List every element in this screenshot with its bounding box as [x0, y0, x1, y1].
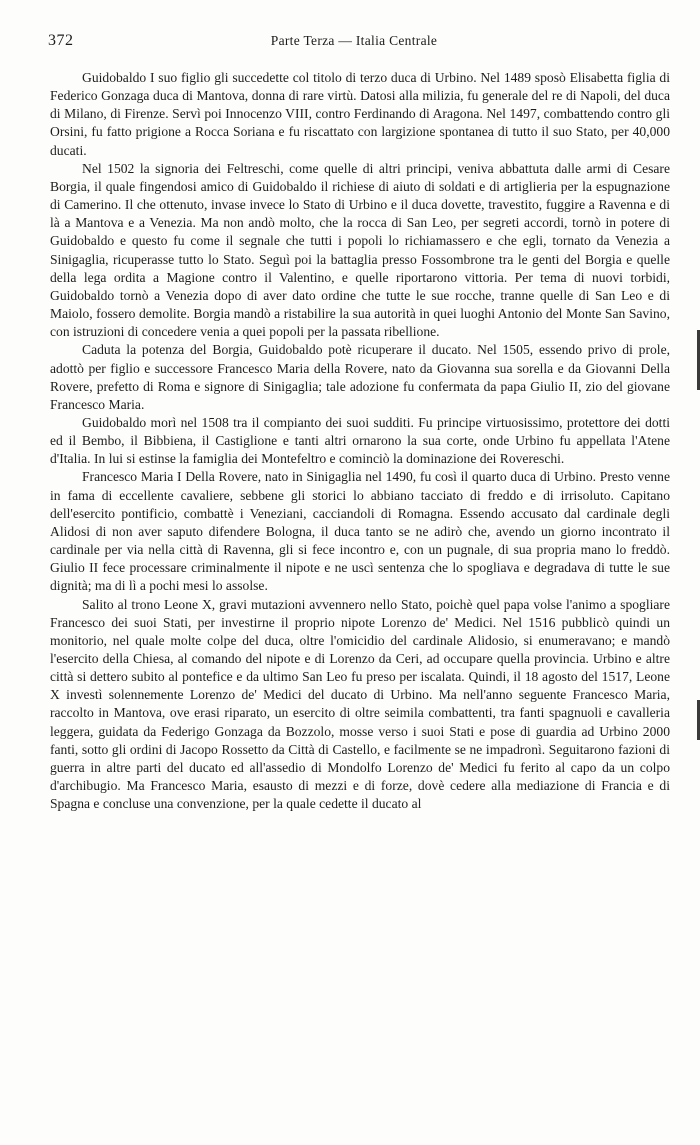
page-header: [48, 32, 660, 52]
body-text: [50, 69, 670, 813]
paragraph-leone-x: Salito al trono Leone X, gravi mutazioni avvennero nello Stato, poichè quel papa volse l'animo a spogliare Francesco dei suoi Stati, per investirne il proprio nipote Lorenzo de' Medici. Nel 1516 pubblicò quindi un monitorio, nel quale molte colpe del duca, oltre l'omicidio del cardinale Alidosio, si enumeravano; e mandò l'esercito della Chiesa, al comando del nipote e di Lorenzo da Ceri, ad occupare quella provincia. Urbino e altre città si dettero subito al pontefice e da ultimo San Leo fu preso per iscalata. Quindi, il 18 agosto del 1517, Leone X investì solennemente Lorenzo de' Medici del ducato di Urbino. Ma nell'anno seguente Francesco Maria, raccolto in Mantova, ove erasi riparato, un esercito di oltre seimila combattenti, tra fanti spagnuoli e cavalleria leggera, guidata da Federigo Gonzaga da Bozzolo, mosse verso i suoi Stati e pose di guardia ad Urbino 2000 fanti, sotto gli ordini di Jacopo Rossetto da Città di Castello, e facilmente se ne impadronì. Seguitarono fazioni di guerra in altre parti del ducato ed all'assedio di Mondolfo Lorenzo de' Medici fu ferito al capo da un colpo d'archibugio. Ma Francesco Maria, esausto di mezzi e di forze, dovè cedere alla mediazione di Francia e di Spagna e concluse una convenzione, per la quale cedette il ducato al: [50, 596, 670, 812]
paragraph-francesco-maria: Francesco Maria I Della Rovere, nato in Sinigaglia nel 1490, fu così il quarto duca di Urbino. Presto venne in fama di eccellente cavaliere, sebbene gli storici lo abbiano tacciato di freddo e di irrisoluto. Capitano dell'esercito pontificio, combattè i Veneziani, cacciandoli di Romagna. Essendo accusato dal cardinale degli Alidosi di non aver saputo difendere Bologna, il duca tanto se ne adirò che, avendo un giorno incontrato il cardinale per via nella città di Ravenna, gli si fece incontro e, con un pugnale, di sua propria mano lo freddò. Giulio II fece processare criminalmente il nipote e ne uscì sentenza che lo spogliava e degradava di tutte le sue dignità; ma di lì a pochi mesi lo assolse.: [50, 469, 670, 594]
paragraph-guidobaldo-marriage: Guidobaldo I suo figlio gli succedette col titolo di terzo duca di Urbino. Nel 1489 sposò Elisabetta figlia di Federico Gonzaga duca di Mantova, donna di rare virtù. Datosi alla milizia, fu generale del re di Napoli, del duca di Milano, di Firenze. Servì poi Innocenzo VIII, contro Ferdinando di Aragona. Nel 1497, combattendo contro gli Orsini, fu fatto prigione a Rocca Soriana e fu riscattato con largizione spontanea di tutto il suo Stato, per 40,000 ducati.: [50, 70, 670, 158]
paragraph-cesare-borgia: Nel 1502 la signoria dei Feltreschi, come quelle di altri principi, veniva abbattuta dalle armi di Cesare Borgia, il quale fingendosi amico di Guidobaldo il richiese di aiuto di soldati e di artiglieria per la espugnazione di Camerino. Il che ottenuto, invase invece lo Stato di Urbino e il duca dovette, travestito, fuggire a Ravenna e di là a Mantova e a Venezia. Ma non andò molto, che la rocca di San Leo, per segreti accordi, tornò in potere di Guidobaldo e questo fu come il segnale che tutti i popoli lo richiamassero e che egli, tornato da Venezia a Sinigaglia, ricuperasse tutto lo Stato. Seguì poi la battaglia presso Fossombrone tra le genti del Borgia e quelle della lega ordita a Magione contro il Valentino, e quelle riportarono vittoria. Per tema di nuovi torbidi, Guidobaldo tornò a Venezia dopo di aver dato ordine che tutte le sue rocche, tranne quelle di San Leo e di Maiolo, fossero demolite. Borgia mandò a ristabilire la sua autorità in quei luoghi Antonio del Monte San Savino, con istruzioni di concedere venia a quei popoli per la passata ribellione.: [50, 160, 670, 340]
paragraph-recovery-of-duchy: Caduta la potenza del Borgia, Guidobaldo potè ricuperare il ducato. Nel 1505, essendo privo di prole, adottò per figlio e successore Francesco Maria della Rovere, nato da Giovanna sua sorella e da Giovanni Della Rovere, prefetto di Roma e signore di Sinigaglia; tale adozione fu confermata da papa Giulio II, zio del giovane Francesco Maria.: [50, 342, 670, 412]
paragraph-guidobaldo-death: Guidobaldo morì nel 1508 tra il compianto dei suoi sudditi. Fu principe virtuosissimo, protettore dei dotti ed il Bembo, il Bibbiena, il Castiglione e tanti altri ornarono la sua corte, onde Urbino fu appellata l'Atene d'Italia. In lui si estinse la famiglia dei Montefeltro e cominciò la dominazione dei Rovereschi.: [50, 414, 670, 467]
running-title: Parte Terza — Italia Centrale: [270, 33, 438, 48]
page-number: 372: [48, 32, 74, 49]
